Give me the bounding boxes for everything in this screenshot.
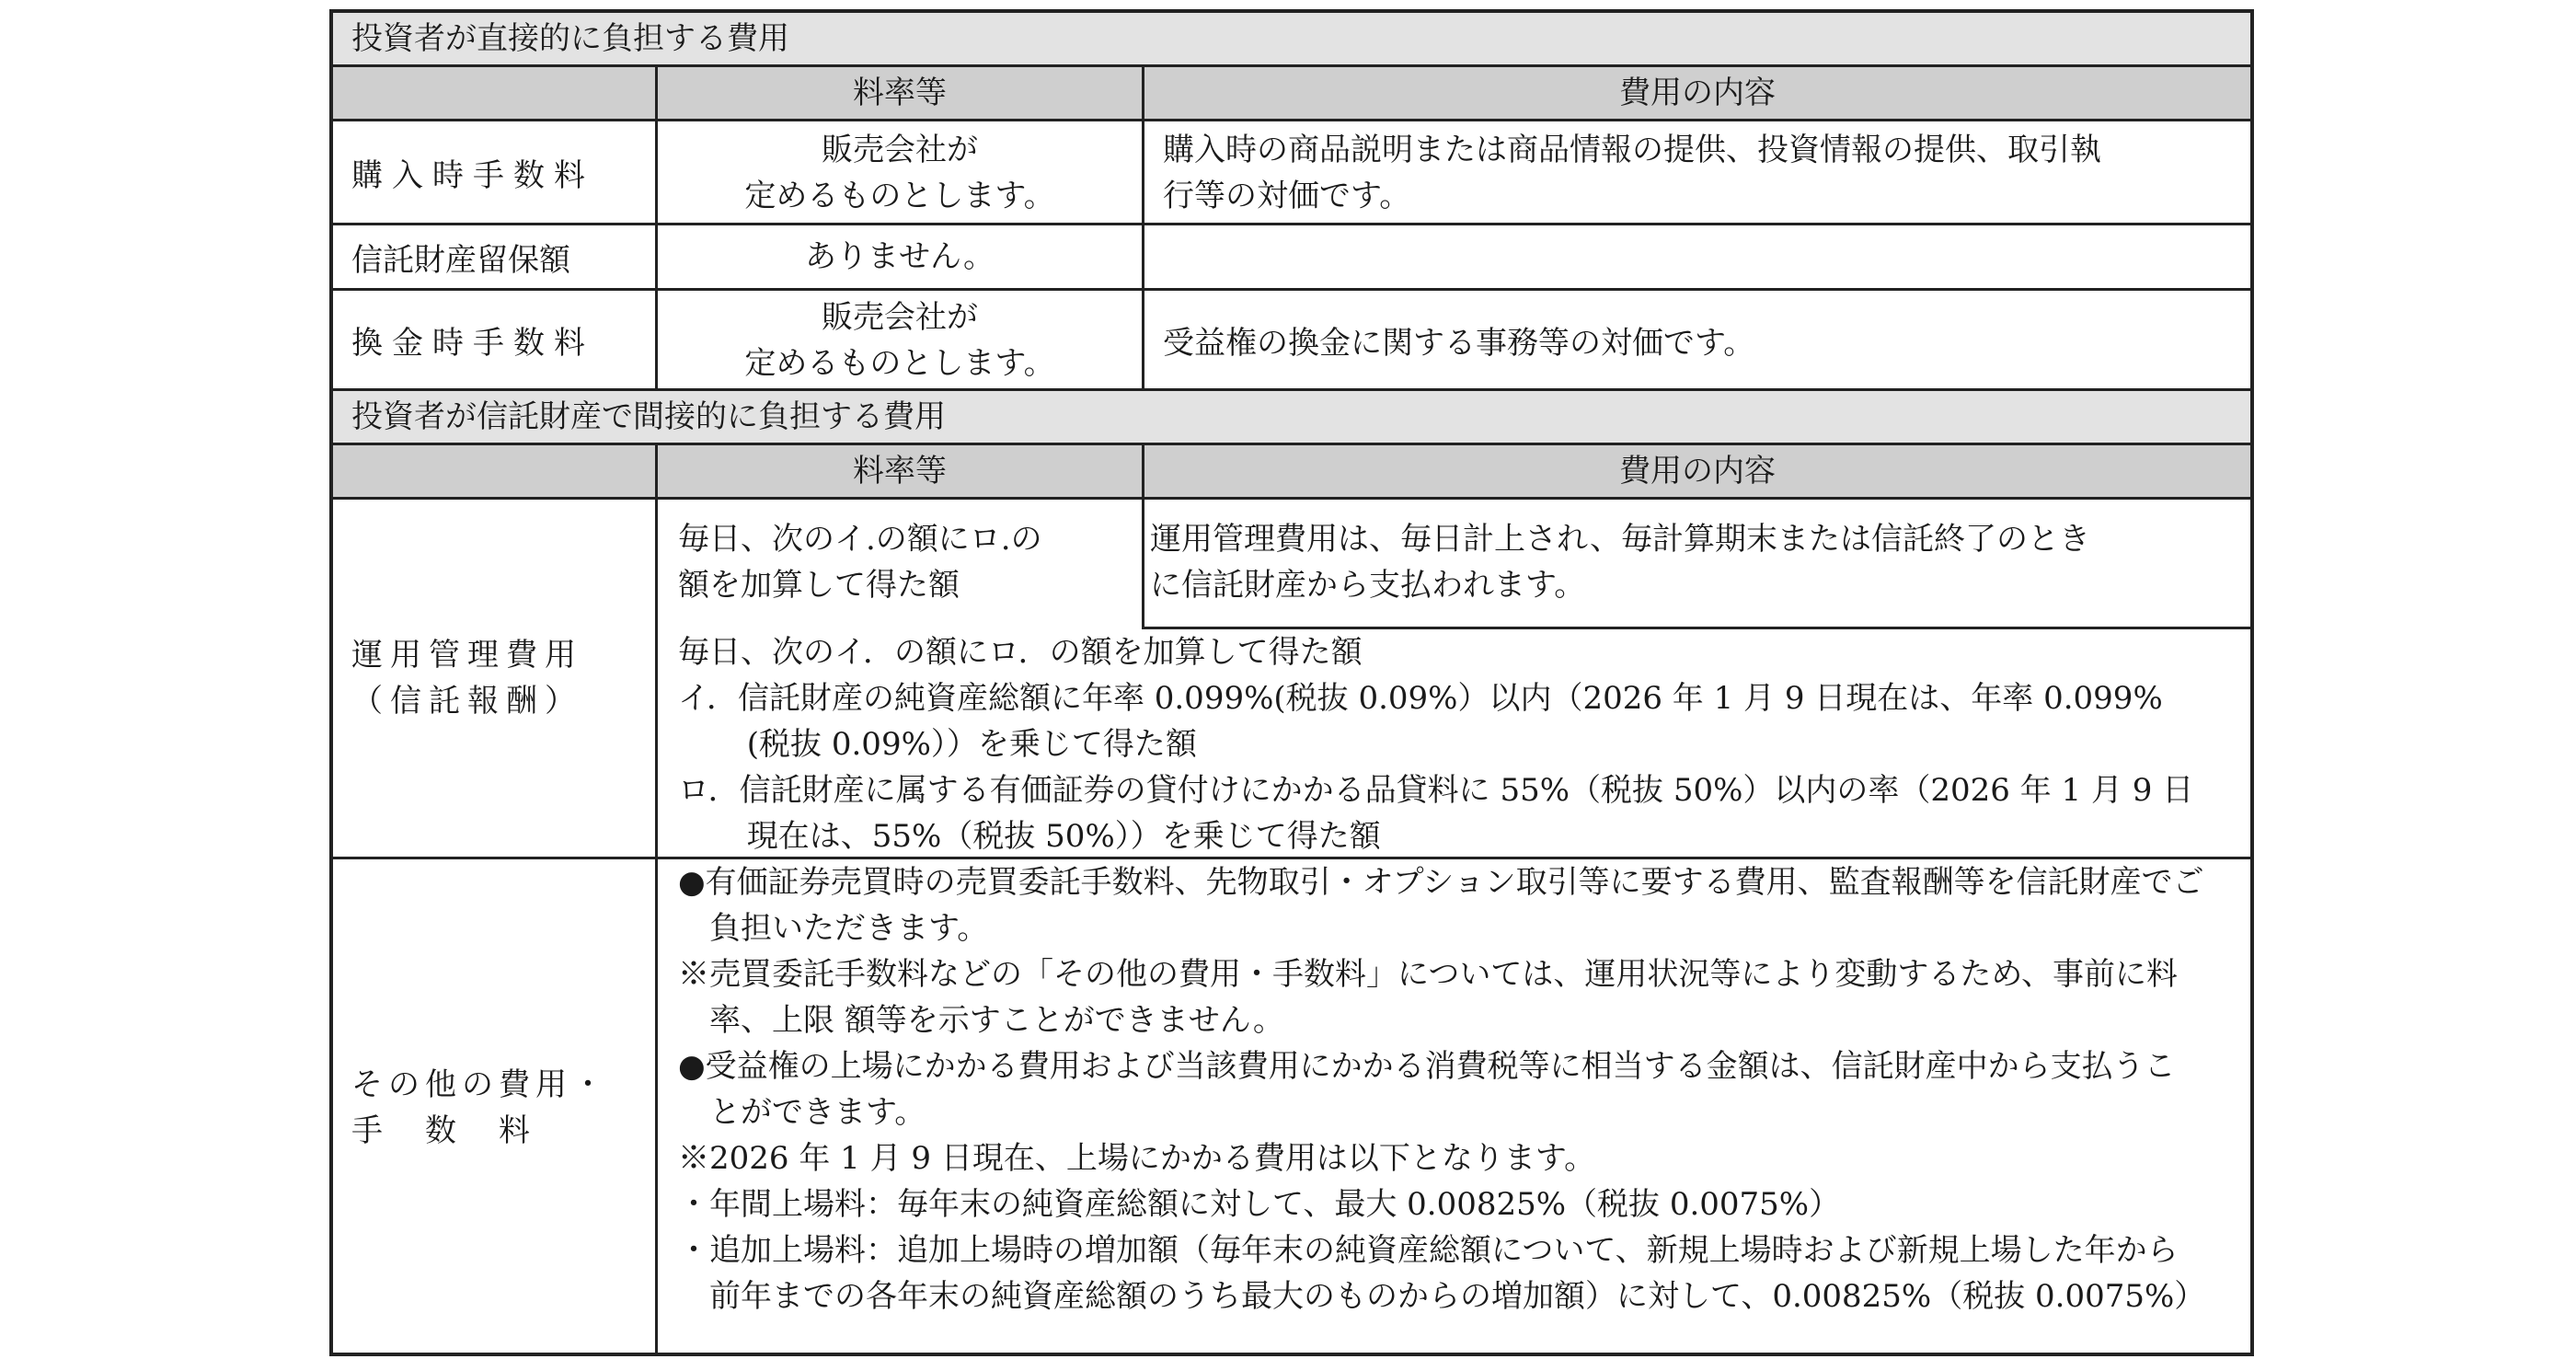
content-column-header: 費用の内容	[1619, 453, 1776, 489]
indirect-costs-heading: 投資者が信託財産で間接的に負担する費用	[333, 391, 2250, 443]
trust-reserve-content	[1144, 225, 2250, 288]
indirect-costs-column-header	[333, 445, 2250, 497]
management-fee-details: 毎日、次のイ．の額にロ．の額を加算して得た額 イ．信託財産の純資産総額に年率 0.099%(税抜 0.09%）以内（2026 年 1 月 9 日現在は、年率 0.099%(税抜 0.09%））を乗じて得た額 ロ．信託財産に属する有価証券の貸付けにかかる品貸料に 55%（税抜 50%）以内の率（2026 年 1 月 9 日現在は、55%（税抜 50%））を乗じて得た額	[678, 634, 2194, 855]
redemption-fee-label: 換金時手数料	[351, 324, 594, 362]
rate-column-header: 料率等	[853, 453, 947, 489]
purchase-fee-label: 購入時手数料	[351, 156, 594, 194]
direct-costs-column-header	[333, 67, 2250, 119]
management-fee-label: 運用管理費用 （信託報酬）	[351, 637, 583, 720]
purchase-fee-content: 購入時の商品説明または商品情報の提供、投資情報の提供、取引執 行等の対価です。	[1163, 132, 2101, 214]
list-item: ・年間上場料：毎年末の純資産総額に対して、最大 0.00825%（税抜 0.0075%）	[678, 1186, 1841, 1223]
list-item: ・追加上場料：追加上場時の増加額（毎年末の純資産総額について、新規上場時および新規上場した年から前年までの各年末の純資産総額のうち最大のものからの増加額）に対して、0.00825%（税抜 0.0075%）	[678, 1232, 2206, 1315]
list-item: ※2026 年 1 月 9 日現在、上場にかかる費用は以下となります。	[678, 1140, 1596, 1177]
direct-costs-heading: 投資者が直接的に負担する費用	[333, 13, 2250, 64]
list-item: ※売買委託手数料などの「その他の費用・手数料」については、運用状況等により変動するため、事前に料率、上限 額等を示すことができません。	[678, 956, 2178, 1039]
list-item: ●受益権の上場にかかる費用および当該費用にかかる消費税等に相当する金額は、信託財産中から支払うことができます。	[678, 1048, 2176, 1131]
content-column-header: 費用の内容	[1619, 75, 1776, 111]
rate-column-header: 料率等	[853, 75, 947, 111]
redemption-fee-rate: 販売会社が 定めるものとします。	[744, 299, 1055, 382]
other-costs-label: その他の費用・ 手 数 料	[351, 1066, 609, 1149]
trust-reserve-rate: ありません。	[804, 238, 995, 275]
purchase-fee-rate: 販売会社が 定めるものとします。	[744, 132, 1055, 214]
list-item: ●有価証券売買時の売買委託手数料、先物取引・オプション取引等に要する費用、監査報酬等を信託財産でご負担いただきます。	[678, 864, 2204, 947]
management-fee-rate: 毎日、次のイ.の額にロ.の 額を加算して得た額	[678, 521, 1042, 604]
redemption-fee-content: 受益権の換金に関する事務等の対価です。	[1163, 324, 1755, 362]
other-costs-content	[658, 859, 2250, 1356]
management-fee-content: 運用管理費用は、毎日計上され、毎計算期末または信託終了のとき に信託財産から支払われます。	[1150, 521, 2091, 604]
fee-table	[329, 9, 2254, 1356]
trust-reserve-label: 信託財産留保額	[351, 241, 570, 279]
